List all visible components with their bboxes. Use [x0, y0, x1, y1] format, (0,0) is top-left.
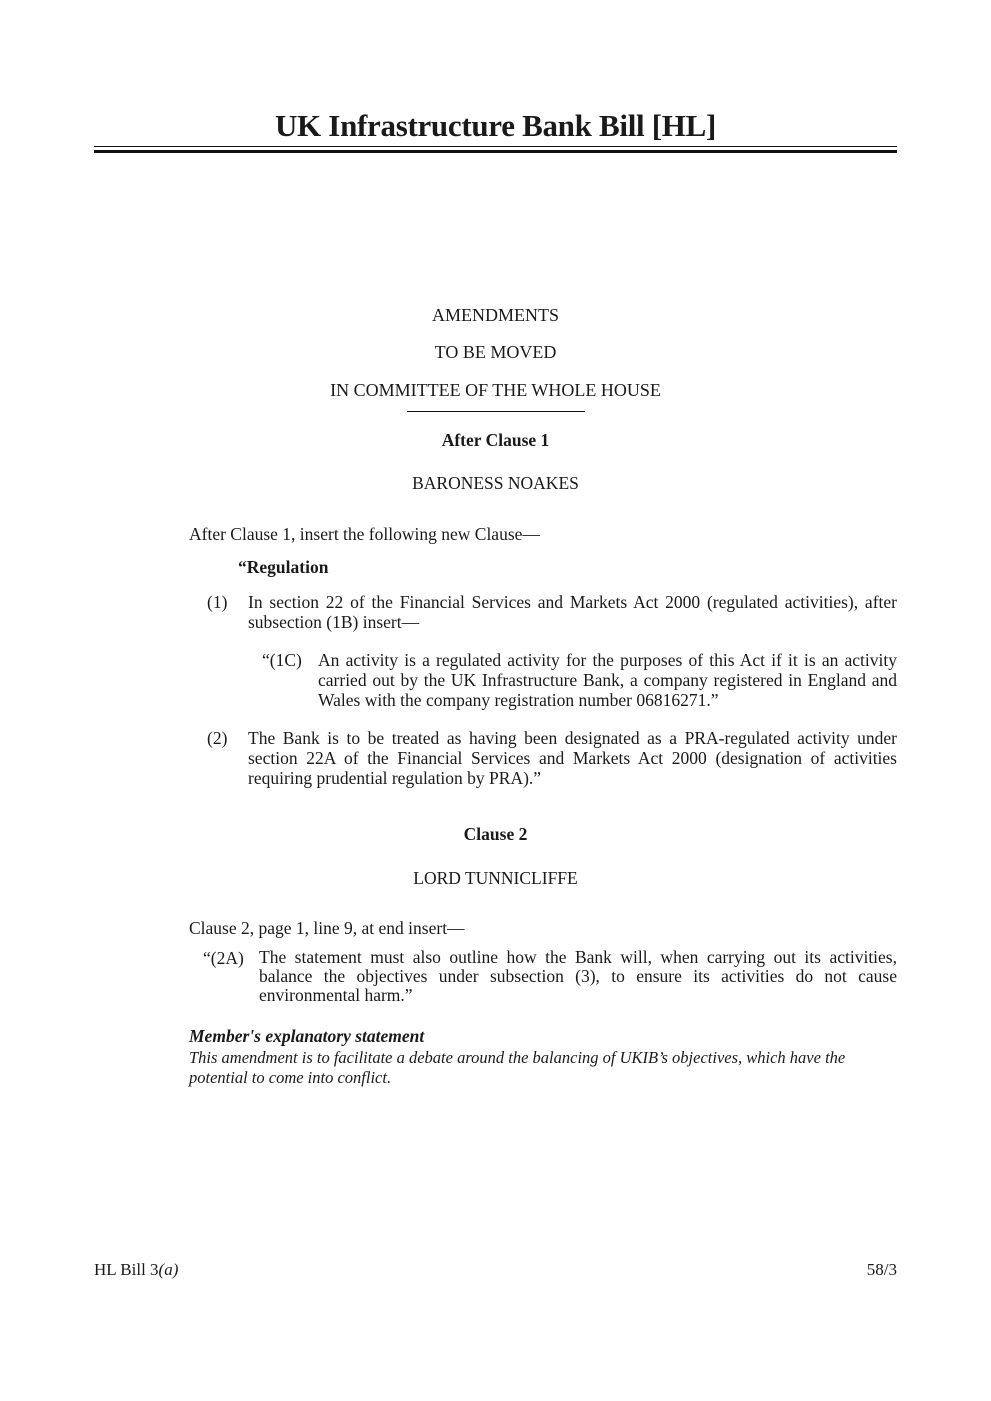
footer-page-reference: 58/3 [866, 1260, 897, 1279]
title-rule-thin [94, 146, 897, 147]
bill-reference: HL Bill 3 [94, 1260, 159, 1279]
amendment-instruction: Clause 2, page 1, line 9, at end insert— [189, 918, 465, 938]
heading-line-3: IN COMMITTEE OF THE WHOLE HOUSE [330, 380, 661, 400]
new-clause-title: “Regulation [238, 557, 329, 577]
title-rule-thick [94, 150, 897, 153]
subsection-text: In section 22 of the Financial Services and Markets Act 2000 (regulated activities), after subsection (1B) insert— [248, 592, 897, 632]
member-name-noakes: BARONESS NOAKES [412, 473, 579, 493]
explanatory-statement-title: Member's explanatory statement [189, 1026, 425, 1046]
subsection-number: (2) [207, 728, 228, 748]
footer-bill-reference [94, 1260, 178, 1280]
subsection-text: The Bank is to be treated as having been designated as a PRA-regulated activity under section 22A of the Financial Services and Markets Act 2000 (designation of activities requiring prudential regulation by PRA).” [248, 728, 897, 788]
inserted-subsection-text: An activity is a regulated activity for the purposes of this Act if it is an activity carried out by the UK Infrastructure Bank, a company registered in England and Wales with the company registration number 06816271.” [318, 650, 897, 710]
clause-heading-after-clause-1: After Clause 1 [441, 430, 550, 450]
member-name-tunnicliffe: LORD TUNNICLIFFE [413, 868, 578, 888]
bill-reference-suffix: (a) [158, 1260, 179, 1279]
clause-heading-clause-2: Clause 2 [463, 824, 528, 844]
heading-separator [407, 411, 585, 412]
inserted-subsection-number: “(1C) [262, 650, 302, 670]
subsection-number: (1) [207, 592, 228, 612]
explanatory-statement-text: This amendment is to facilitate a debate around the balancing of UKIB’s objectives, which have the potential to come into conflict. [189, 1048, 846, 1087]
inserted-subsection-number: “(2A) [203, 948, 244, 968]
heading-line-2: TO BE MOVED [434, 342, 557, 362]
inserted-subsection-text: The statement must also outline how the Bank will, when carrying out its activities, balance the objectives under subsection (3), to ensure its activities do not cause environmental harm.” [259, 947, 897, 1005]
document-title: UK Infrastructure Bank Bill [HL] [274, 108, 717, 143]
amendment-instruction: After Clause 1, insert the following new Clause— [189, 524, 540, 544]
heading-line-1: AMENDMENTS [431, 305, 559, 325]
